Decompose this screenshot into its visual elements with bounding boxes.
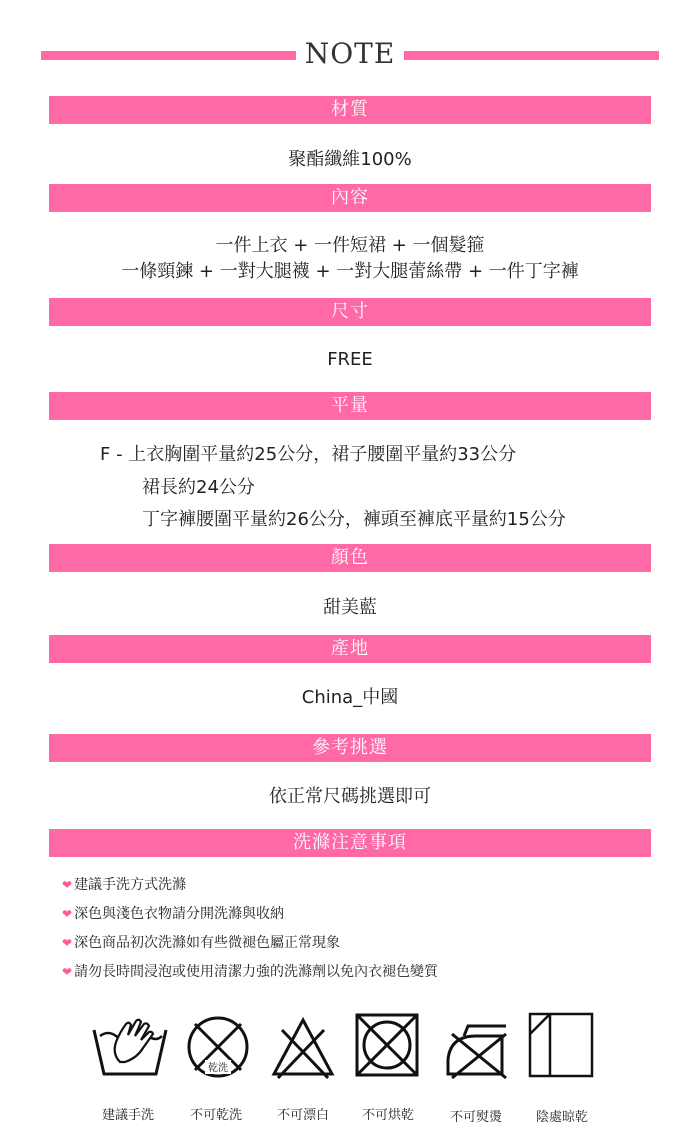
washing-header: 洗滌注意事項 [49, 829, 651, 857]
color-header: 顏色 [49, 544, 651, 572]
heart-icon: ❤ [62, 878, 73, 892]
material-value: 聚酯纖維100% [288, 149, 412, 170]
hand-wash-icon [90, 1012, 170, 1086]
care-icon-label: 陰處晾乾 [535, 1110, 588, 1125]
heart-icon: ❤ [62, 965, 73, 979]
title-bar-left [41, 51, 296, 60]
dry-clean-mark: 乾洗 [208, 1063, 228, 1074]
care-icon-label: 不可漂白 [276, 1108, 329, 1123]
measurement-line: F - 上衣胸圍平量約25公分，裙子腰圍平量約33公分 [100, 444, 517, 465]
heart-icon: ❤ [62, 907, 73, 921]
size-header: 尺寸 [49, 298, 651, 326]
origin-header: 產地 [49, 635, 651, 663]
measurement-line: 裙長約24公分 [142, 477, 255, 498]
care-icon-label: 不可熨燙 [449, 1110, 502, 1125]
care-note [62, 961, 438, 981]
contents-header: 內容 [49, 184, 651, 212]
reference-value: 依正常尺碼挑選即可 [269, 786, 431, 807]
care-icon-label: 不可乾洗 [189, 1108, 242, 1123]
care-note [62, 932, 340, 952]
care-note-text: 深色商品初次洗滌如有些微褪色屬正常現象 [74, 935, 341, 951]
material-header: 材質 [49, 96, 651, 124]
care-icon-label: 不可烘乾 [361, 1108, 414, 1123]
care-note-text: 請勿長時間浸泡或使用清潔力強的洗滌劑以免內衣褪色變質 [74, 964, 439, 980]
measurement-line: 丁字褲腰圍平量約26公分，褲頭至褲底平量約15公分 [142, 509, 566, 530]
no-bleach-icon [268, 1012, 338, 1086]
care-note-text: 建議手洗方式洗滌 [74, 877, 187, 893]
shade-dry-icon [524, 1012, 598, 1086]
no-iron-icon [440, 1012, 516, 1086]
no-dry-clean-icon [183, 1012, 253, 1086]
care-note-text: 深色與淺色衣物請分開洗滌與收納 [74, 906, 285, 922]
contents-line: 一條頸鍊 + 一對大腿襪 + 一對大腿蕾絲帶 + 一件丁字褲 [121, 261, 579, 282]
care-note [62, 874, 186, 894]
title-bar-right [404, 51, 659, 60]
contents-line: 一件上衣 + 一件短裙 + 一個髮箍 [215, 235, 485, 256]
no-tumble-dry-icon [352, 1012, 422, 1086]
heart-icon: ❤ [62, 936, 73, 950]
measurements-header: 平量 [49, 392, 651, 420]
reference-header: 參考挑選 [49, 734, 651, 762]
origin-value: China_中國 [301, 687, 399, 708]
color-value: 甜美藍 [323, 597, 377, 618]
care-icon-label: 建議手洗 [101, 1108, 154, 1123]
size-value: FREE [327, 349, 373, 370]
care-note [62, 903, 284, 923]
page-title: NOTE [304, 37, 396, 70]
